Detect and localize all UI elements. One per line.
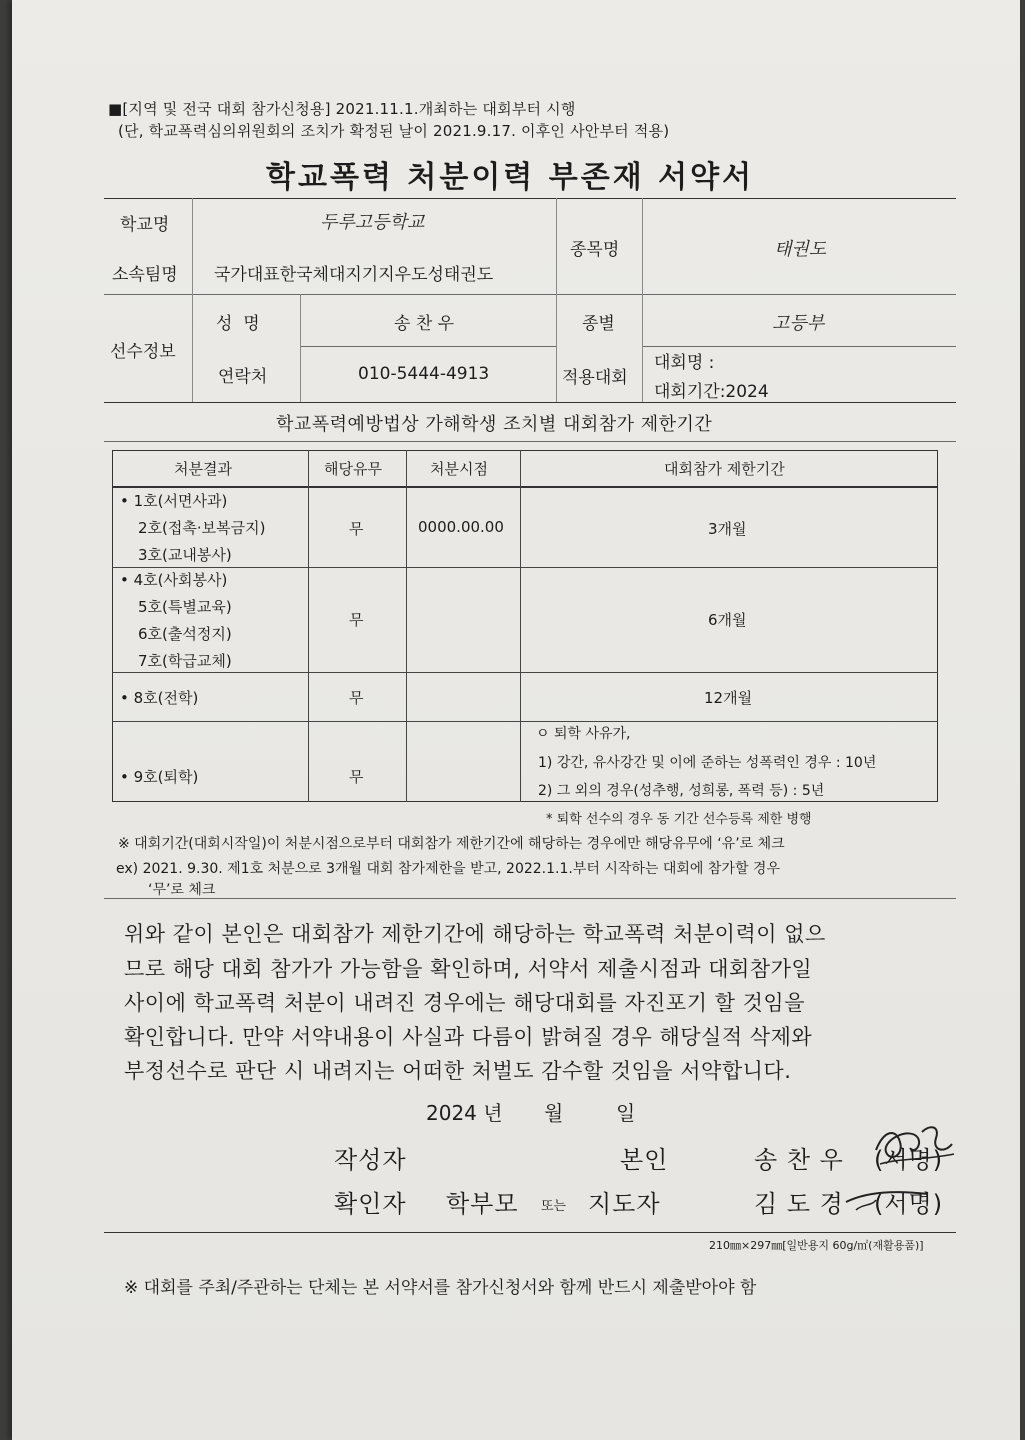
- table-col-rule-2: [406, 450, 407, 802]
- row3-period: 12개월: [704, 689, 753, 707]
- sanction-table: [112, 450, 938, 802]
- date-year: 2024 년: [426, 1101, 503, 1125]
- info-top-border: [104, 198, 956, 199]
- table-note-1: ※ 대회기간(대회시작일)이 처분시점으로부터 대회참가 제한기간에 해당하는 경우에만 해당유무에 ‘유’로 체크: [118, 836, 785, 852]
- table-header-date: 처분시점: [430, 460, 488, 478]
- writer-label: 작성자: [334, 1146, 407, 1174]
- row1-item-1: • 1호(서면사과): [120, 492, 228, 510]
- table-header-result: 처분결과: [174, 460, 232, 478]
- row1-period: 3개월: [708, 520, 747, 538]
- row1-item-2: 2호(접촉·보복금지): [138, 519, 266, 537]
- row2-item-4: 7호(학급교체): [138, 652, 232, 670]
- table-caption: 학교폭력예방법상 가해학생 조치별 대회참가 제한기간: [276, 414, 713, 435]
- info-vline-3: [556, 198, 557, 402]
- table-header-applicable: 해당유무: [324, 460, 382, 478]
- row4-period-line-2: 1) 강간, 유사강간 및 이에 준하는 성폭력인 경우 : 10년: [538, 755, 877, 771]
- confirmer-or: 또는: [541, 1199, 567, 1214]
- row2-period: 6개월: [708, 611, 747, 629]
- info-bottom-border: [104, 402, 956, 403]
- confirmer-role-parent: 학부모: [446, 1190, 519, 1218]
- date-day: 일: [616, 1101, 636, 1125]
- division-value: 고등부: [772, 313, 825, 334]
- row2-item-2: 5호(특별교육): [138, 598, 232, 616]
- writer-signature-scribble: [870, 1120, 960, 1172]
- info-vline-4: [642, 198, 643, 402]
- notes-underline: [104, 898, 956, 899]
- writer-sign-label: (서명): [874, 1146, 944, 1174]
- event-name: 대회명 :: [654, 353, 715, 373]
- table-header-period: 대회참가 제한기간: [664, 460, 785, 478]
- name-label: 성 명: [216, 314, 260, 334]
- team-value: 국가대표한국체대지기지우도성태권도: [214, 265, 494, 285]
- table-note-2: ex) 2021. 9.30. 제1호 처분으로 3개월 대회 참가제한을 받고, 2022.1.1.부터 시작하는 대회에 참가할 경우: [116, 861, 780, 877]
- row1-item-3: 3호(교내봉사): [138, 546, 232, 564]
- pledge-line-4: 확인합니다. 만약 서약내용이 사실과 다름이 밝혀질 경우 해당실적 삭제와: [124, 1025, 813, 1049]
- contact-value: 010-5444-4913: [358, 364, 490, 384]
- table-header-rule: [112, 486, 938, 488]
- row4-period-line-1: ㅇ 퇴학 사유가,: [536, 726, 631, 742]
- confirmer-sign-label: (서명): [874, 1190, 944, 1218]
- bottom-border: [104, 1232, 956, 1233]
- pledge-line-1: 위와 같이 본인은 대회참가 제한기간에 해당하는 학교폭력 처분이력이 없으: [124, 922, 826, 946]
- pledge-document: [12, 0, 1020, 1440]
- row2-item-3: 6호(출석정지): [138, 625, 232, 643]
- date-month: 월: [544, 1101, 564, 1125]
- info-vline-2: [300, 294, 301, 402]
- paper-spec: 210㎜×297㎜[일반용지 60g/㎡(재활용품)]: [709, 1239, 924, 1252]
- info-vline-1: [192, 198, 193, 402]
- row1-date: 0000.00.00: [418, 518, 504, 536]
- info-divider-inner: [300, 346, 556, 347]
- info-divider: [104, 294, 956, 295]
- table-row-rule-2: [112, 672, 938, 673]
- row2-applicable: 무: [349, 611, 364, 629]
- pledge-line-3: 사이에 학교폭력 처분이 내려진 경우에는 해당대회를 자진포기 할 것임을: [124, 991, 805, 1015]
- division-label: 종별: [582, 314, 615, 334]
- writer-name: 송 찬 우: [754, 1146, 844, 1174]
- table-row-rule-3: [112, 721, 938, 722]
- table-col-rule-3: [520, 450, 521, 802]
- row3-item-1: • 8호(전학): [120, 689, 199, 707]
- confirmer-label: 확인자: [334, 1190, 407, 1218]
- team-label: 소속팀명: [112, 265, 178, 285]
- row4-applicable: 무: [349, 768, 364, 786]
- school-label: 학교명: [120, 215, 170, 235]
- event-period: 대회기간:2024: [654, 382, 769, 402]
- table-col-rule-1: [308, 450, 309, 802]
- pledge-line-5: 부정선수로 판단 시 내려지는 어떠한 처벌도 감수할 것임을 서약합니다.: [124, 1059, 792, 1083]
- school-value: 두루고등학교: [320, 212, 425, 233]
- info-divider-inner-right: [642, 346, 956, 347]
- row1-applicable: 무: [349, 520, 364, 538]
- writer-role: 본인: [620, 1146, 669, 1174]
- sport-value: 태권도: [774, 239, 827, 260]
- caption-underline: [104, 441, 956, 442]
- confirmer-signature-scribble: [842, 1180, 932, 1216]
- document-title: 학교폭력 처분이력 부존재 서약서: [266, 160, 755, 195]
- player-info-label: 선수정보: [110, 342, 176, 362]
- footer-note: ※ 대회를 주최/주관하는 단체는 본 서약서를 참가신청서와 함께 반드시 제출받아야 함: [124, 1278, 757, 1298]
- event-label: 적용대회: [562, 368, 628, 388]
- sport-label: 종목명: [570, 240, 620, 260]
- name-value: 송 찬 우: [394, 314, 455, 334]
- row3-applicable: 무: [349, 689, 364, 707]
- notice-line-1: ■[지역 및 전국 대회 참가신청용] 2021.11.1.개최하는 대회부터 시행: [108, 100, 576, 118]
- table-row-rule-1: [112, 567, 938, 568]
- notice-line-2: (단, 학교폭력심의위원회의 조치가 확정된 날이 2021.9.17. 이후인 사안부터 적용): [118, 122, 670, 140]
- confirmer-role-coach: 지도자: [588, 1190, 661, 1218]
- row4-period-line-3: 2) 그 외의 경우(성추행, 성희롱, 폭력 등) : 5년: [538, 783, 825, 799]
- table-note-3: ‘무’로 체크: [148, 882, 216, 898]
- confirmer-name: 김 도 경: [754, 1190, 844, 1218]
- row4-item-1: • 9호(퇴학): [120, 768, 199, 786]
- row2-item-1: • 4호(사회봉사): [120, 571, 228, 589]
- contact-label: 연락처: [218, 367, 268, 387]
- pledge-line-2: 므로 해당 대회 참가가 가능함을 확인하며, 서약서 제출시점과 대회참가일: [124, 957, 813, 981]
- row4-period-line-4: * 퇴학 선수의 경우 동 기간 선수등록 제한 병행: [546, 812, 812, 827]
